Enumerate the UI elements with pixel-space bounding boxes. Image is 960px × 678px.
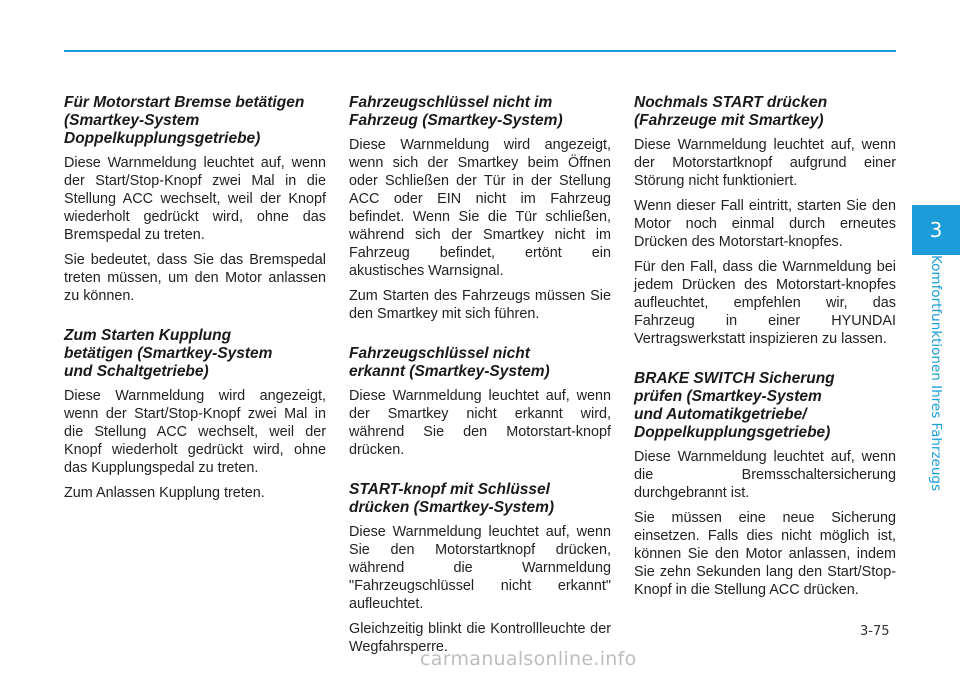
section-paragraph: Gleichzeitig blinkt die Kontrollleuchte der Wegfahrsperre. — [349, 621, 611, 655]
section-paragraph: Diese Warnmeldung leuchtet auf, wenn Sie den Motorstartknopf drücken, während die Warnmeldung "Fahrzeugschlüssel nicht erkannt" aufleuchtet. — [349, 524, 611, 612]
section-key-not-in-vehicle — [349, 94, 611, 323]
section-brake-switch-fuse — [634, 370, 896, 599]
section-paragraph: Zum Starten des Fahrzeugs müssen Sie den Smartkey mit sich führen. — [349, 288, 611, 322]
column-2 — [349, 94, 611, 678]
section-paragraph: Zum Anlassen Kupplung treten. — [64, 485, 265, 501]
chapter-title: Komfortfunktionen Ihres Fahrzeugs — [928, 254, 944, 492]
section-clutch-to-start — [64, 327, 326, 502]
section-paragraph: Sie müssen eine neue Sicherung einsetzen. Falls dies nicht möglich ist, können Sie den Motor anlassen, indem Sie zehn Sekunden lang den Start/Stop-Knopf in die Stellung ACC drücken. — [634, 510, 896, 598]
section-heading: Fahrzeugschlüssel nicht im Fahrzeug (Smartkey-System) — [349, 94, 563, 129]
section-paragraph: Diese Warnmeldung wird angezeigt, wenn der Start/Stop-Knopf zwei Mal in die Stellung ACC wechselt, weil der Knopf wiederholt gedrückt wird, ohne das Kupplungspedal zu treten. — [64, 388, 326, 476]
section-press-start-with-key — [349, 481, 611, 656]
header-rule — [64, 50, 896, 52]
chapter-tab: 3 — [912, 205, 960, 255]
section-heading: Für Motorstart Bremse betätigen (Smartkey-System Doppelkupplungsgetriebe) — [64, 94, 305, 147]
watermark: carmanualsonline.info — [420, 648, 637, 670]
section-paragraph: Sie bedeutet, dass Sie das Bremspedal treten müssen, um den Motor anlassen zu können. — [64, 252, 326, 304]
section-press-start-again — [634, 94, 896, 348]
page-number: 3-75 — [860, 624, 890, 639]
column-1 — [64, 94, 326, 524]
section-paragraph: Diese Warnmeldung leuchtet auf, wenn die Bremsschaltersicherung durchgebrannt ist. — [634, 449, 896, 501]
section-paragraph: Diese Warnmeldung leuchtet auf, wenn der Smartkey nicht erkannt wird, während Sie den Motorstart-knopf drücken. — [349, 388, 611, 458]
section-heading: Fahrzeugschlüssel nicht erkannt (Smartkey-System) — [349, 345, 550, 380]
section-paragraph: Wenn dieser Fall eintritt, starten Sie den Motor noch einmal durch erneutes Drücken des Motorstart-knopfes. — [634, 198, 896, 250]
section-heading: Nochmals START drücken (Fahrzeuge mit Smartkey) — [634, 94, 828, 129]
section-key-not-detected — [349, 345, 611, 459]
section-heading: START-knopf mit Schlüssel drücken (Smartkey-System) — [349, 481, 555, 516]
section-heading: Zum Starten Kupplung betätigen (Smartkey-System und Schaltgetriebe) — [64, 327, 273, 380]
section-paragraph: Diese Warnmeldung leuchtet auf, wenn der Motorstartknopf aufgrund einer Störung nicht funktioniert. — [634, 137, 896, 189]
section-paragraph: Diese Warnmeldung wird angezeigt, wenn sich der Smartkey beim Öffnen oder Schließen der Tür in der Stellung ACC oder EIN nicht im Fahrzeug befindet. Wenn Sie die Tür schließen, während sich der Smartkey nicht im Fahrzeug befindet, ertönt ein akustisches Warnsignal. — [349, 137, 611, 279]
section-brake-to-start — [64, 94, 326, 305]
section-paragraph: Für den Fall, dass die Warnmeldung bei jedem Drücken des Motorstart-knopfes aufleuchtet, empfehlen wir, das Fahrzeug in einer HYUNDAI Vertragswerkstatt inspizieren zu lassen. — [634, 259, 896, 347]
section-heading: BRAKE SWITCH Sicherung prüfen (Smartkey-System und Automatikgetriebe/ Doppelkupplungsgetriebe) — [634, 370, 835, 441]
column-3 — [634, 94, 896, 621]
section-paragraph: Diese Warnmeldung leuchtet auf, wenn der Start/Stop-Knopf zwei Mal in die Stellung ACC wechselt, weil der Knopf wiederholt gedrückt wird, ohne das Bremspedal zu treten. — [64, 155, 326, 243]
